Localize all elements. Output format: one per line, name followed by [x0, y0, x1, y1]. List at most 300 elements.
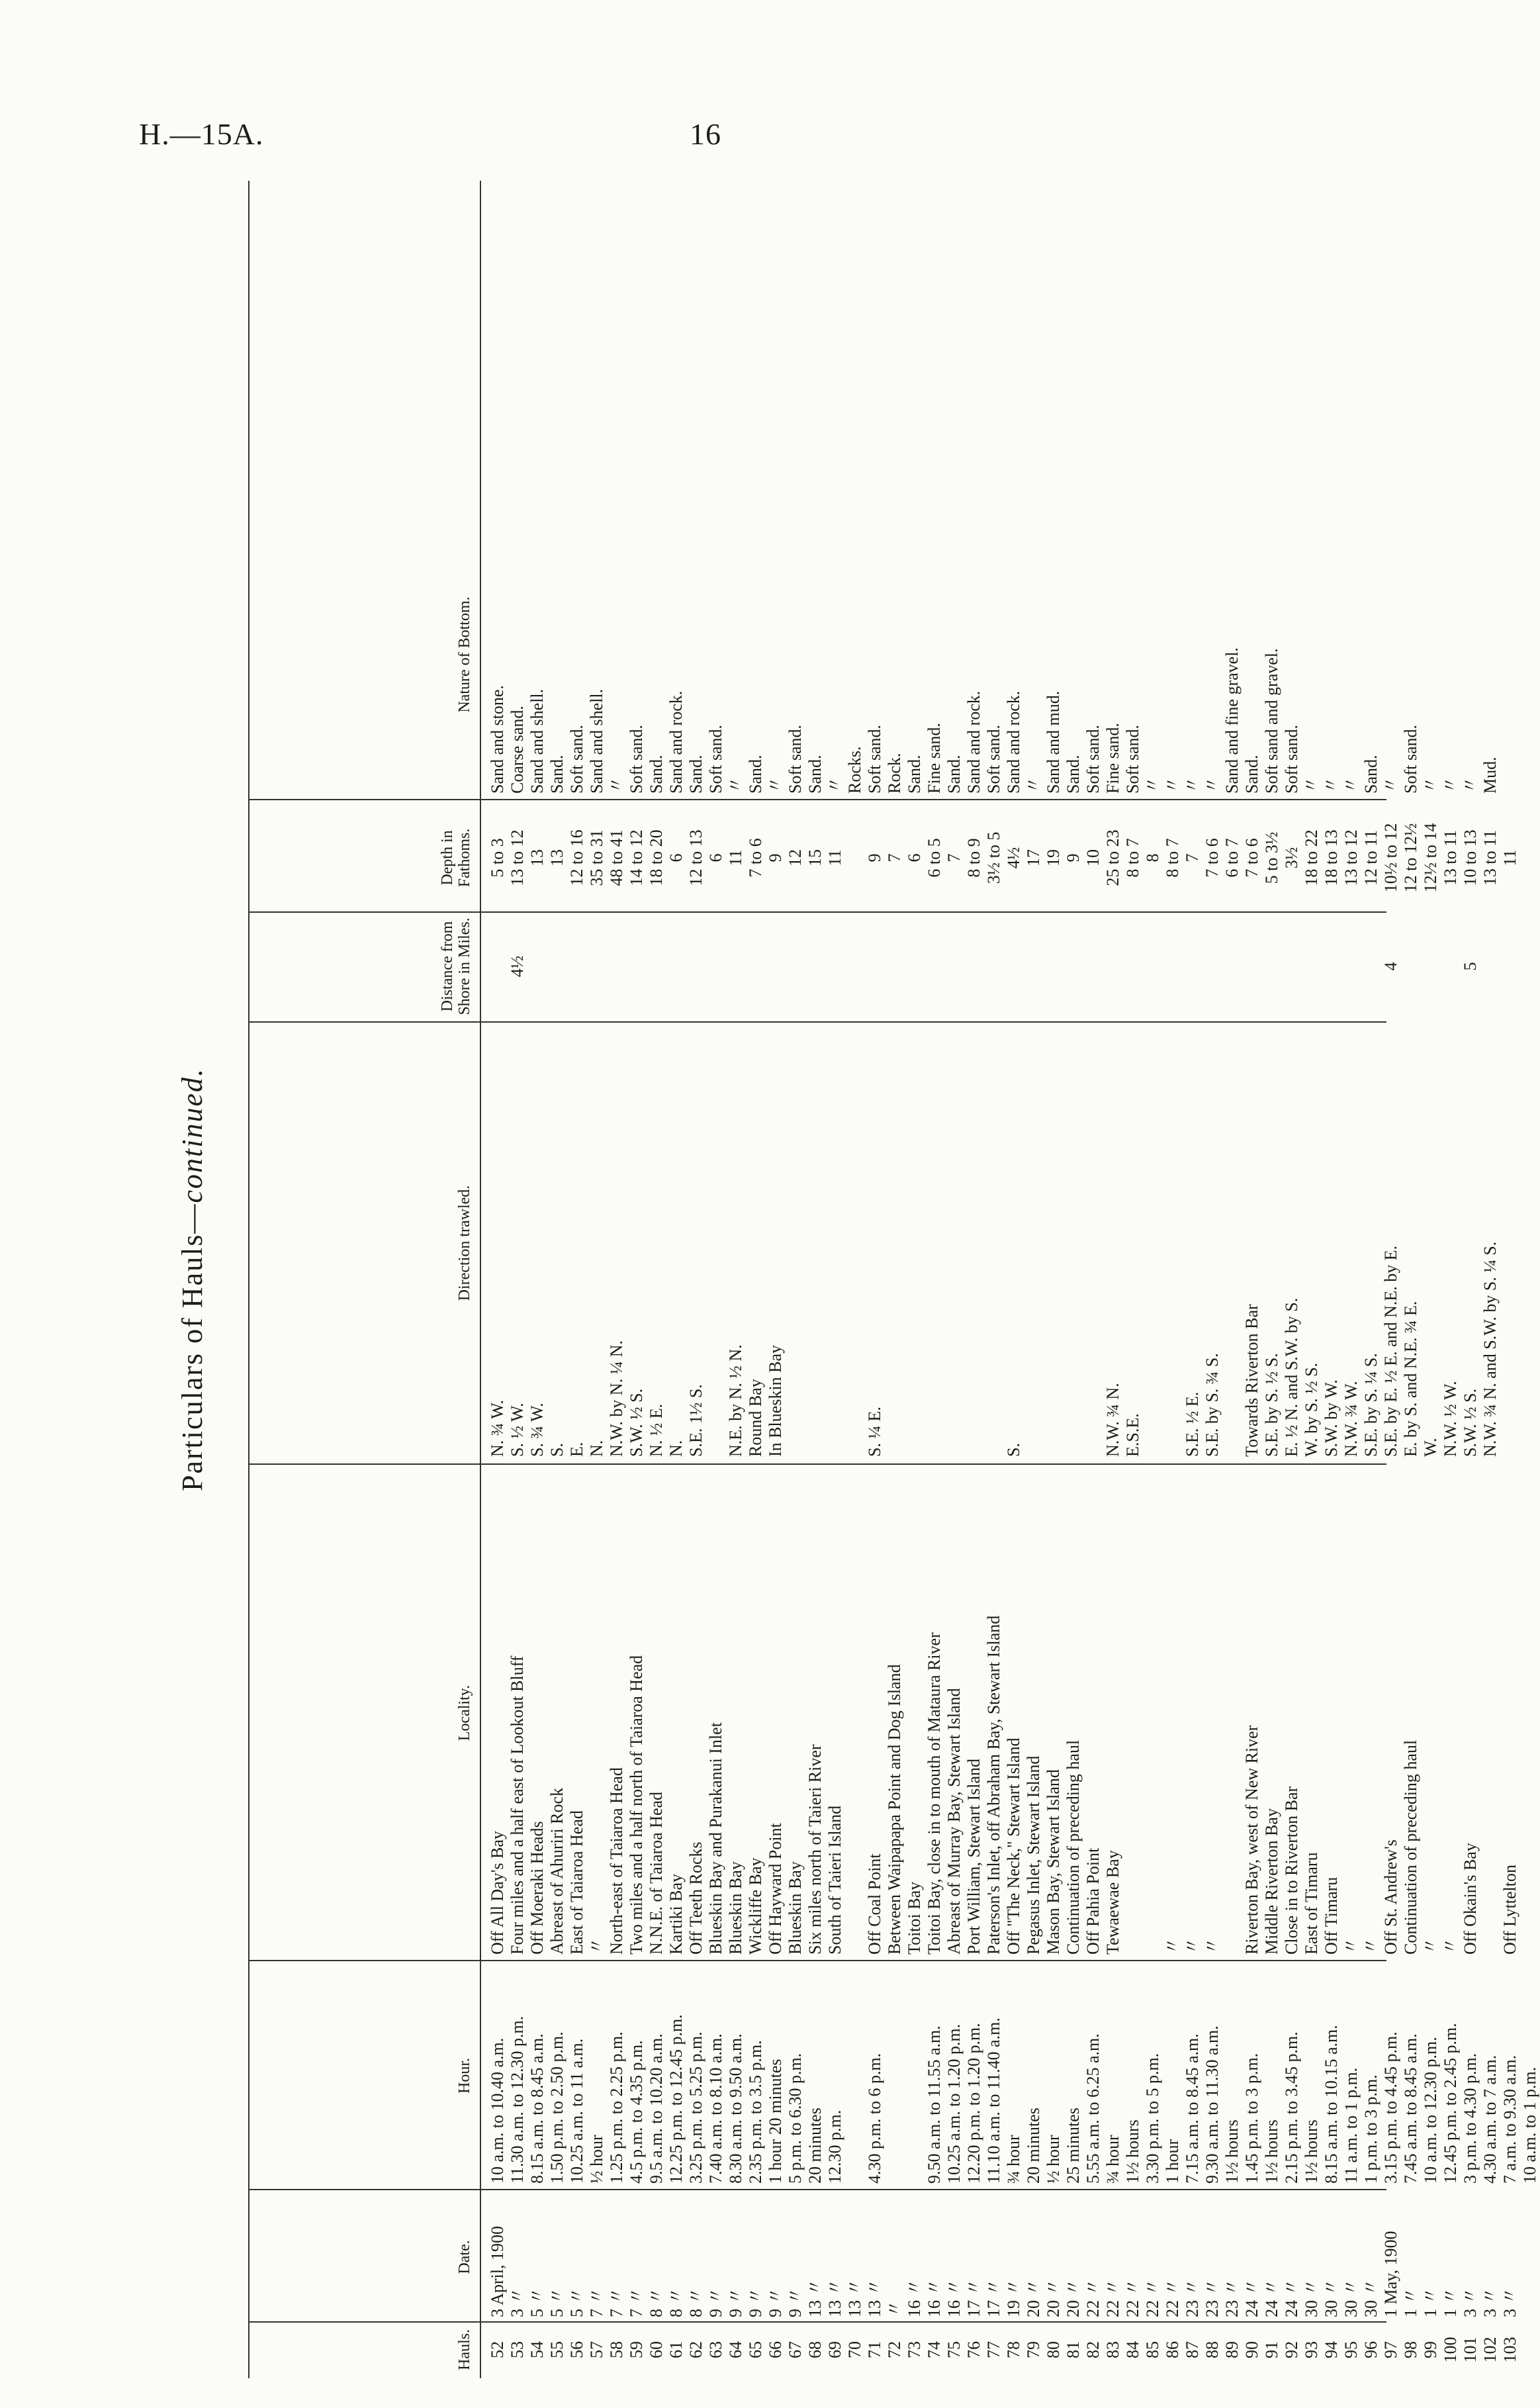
- depth-cell: 5 to 3: [488, 838, 507, 878]
- hour-cell: 1.45 p.m. to 3 p.m.: [1242, 2053, 1261, 2184]
- rotated-table-block: [175, 181, 1539, 2378]
- hour-cell: 7.45 a.m. to 8.45 a.m.: [1401, 2033, 1420, 2184]
- distance-cell: [865, 917, 885, 1016]
- haul-cell: 60: [647, 2341, 666, 2358]
- table-row: [1024, 181, 1044, 2378]
- distance-cell: [1361, 917, 1381, 1016]
- depth-cell: 13: [527, 849, 547, 866]
- table-row: [905, 181, 925, 2378]
- hour-cell: 10 a.m. to 1 p.m.: [1520, 2066, 1539, 2184]
- haul-cell: 79: [1024, 2341, 1043, 2358]
- depth-cell: 5 to 3½: [1262, 831, 1281, 884]
- locality-cell: [1520, 1471, 1540, 1955]
- hour-cell: [885, 1968, 905, 2184]
- table-row: [964, 181, 984, 2378]
- table-row: [1401, 181, 1421, 2378]
- date-cell: 23 〃: [1222, 2278, 1242, 2317]
- direction-cell: N.: [666, 1440, 686, 1457]
- date-cell: 13 〃: [865, 2278, 884, 2317]
- nature-cell: Sand and shell.: [527, 688, 547, 794]
- table-row: [746, 181, 766, 2378]
- hour-cell: 2.15 p.m. to 3.45 p.m.: [1282, 2031, 1301, 2184]
- depth-cell: 4½: [1004, 847, 1023, 869]
- direction-cell: S. ¼ E.: [865, 1407, 884, 1457]
- locality-cell: Off Teeth Rocks: [686, 1841, 705, 1955]
- date-cell: 30 〃: [1322, 2278, 1341, 2317]
- nature-cell: 〃: [607, 776, 626, 794]
- nature-cell: Soft sand.: [786, 725, 805, 794]
- direction-cell: [964, 1029, 984, 1457]
- distance-cell: [1520, 917, 1540, 1016]
- locality-cell: Toitoi Bay: [905, 1881, 924, 1955]
- table-row: [805, 181, 825, 2378]
- locality-cell: Paterson's Inlet, off Abraham Bay, Stewart Island: [984, 1615, 1003, 1955]
- direction-cell: [805, 1029, 825, 1457]
- depth-cell: 13 to 12: [508, 829, 527, 886]
- date-cell: 8 〃: [686, 2287, 705, 2317]
- nature-cell: Soft sand.: [1401, 725, 1420, 794]
- nature-cell: 〃: [825, 776, 844, 794]
- direction-cell: S.E. 1½ S.: [686, 1384, 705, 1457]
- direction-cell: [944, 1029, 964, 1457]
- haul-cell: 73: [905, 2341, 924, 2358]
- table-row: [1461, 181, 1480, 2378]
- table-row: [944, 181, 964, 2378]
- hour-cell: 4.5 p.m. to 4.35 p.m.: [627, 2040, 646, 2184]
- date-cell: 3 〃: [1500, 2287, 1519, 2317]
- table-row: [984, 181, 1004, 2378]
- depth-cell: 6 to 7: [1222, 838, 1242, 878]
- locality-cell: Off Moeraki Heads: [527, 1821, 547, 1955]
- distance-cell: [1183, 917, 1202, 1016]
- depth-cell: 18 to 22: [1302, 829, 1321, 886]
- depth-cell: 13 to 12: [1341, 829, 1361, 886]
- depth-cell: 15: [805, 849, 825, 866]
- hour-cell: 10.25 a.m. to 1.20 p.m.: [944, 2023, 964, 2184]
- table-title-continued: continued.: [176, 1068, 208, 1203]
- nature-cell: 〃: [1322, 776, 1341, 794]
- locality-cell: Blueskin Bay: [786, 1861, 805, 1955]
- nature-cell: Fine sand.: [1103, 723, 1122, 794]
- table-row: [766, 181, 786, 2378]
- distance-cell: [1302, 917, 1322, 1016]
- nature-cell: 〃: [1302, 776, 1321, 794]
- hour-cell: 25 minutes: [1064, 2107, 1083, 2184]
- direction-cell: S.W. by W.: [1322, 1379, 1341, 1457]
- hour-cell: 7.15 a.m. to 8.45 a.m.: [1183, 2033, 1202, 2184]
- distance-cell: [488, 917, 508, 1016]
- haul-cell: 89: [1222, 2341, 1242, 2358]
- direction-cell: [1024, 1029, 1044, 1457]
- haul-cell: 64: [726, 2341, 745, 2358]
- hour-cell: 7 a.m. to 9.30 a.m.: [1500, 2055, 1519, 2184]
- direction-cell: S.E. by S. ½ S.: [1262, 1353, 1281, 1457]
- distance-cell: [845, 917, 865, 1016]
- distance-cell: [1123, 917, 1143, 1016]
- hour-cell: 5 p.m. to 6.30 p.m.: [786, 2053, 805, 2184]
- nature-cell: Sand and shell.: [587, 688, 606, 794]
- nature-cell: [1500, 516, 1520, 794]
- haul-cell: 90: [1242, 2341, 1261, 2358]
- nature-cell: Fine sand.: [925, 723, 944, 794]
- haul-cell: 93: [1302, 2341, 1321, 2358]
- hour-cell: 5.55 a.m. to 6.25 a.m.: [1083, 2033, 1103, 2184]
- haul-cell: 95: [1341, 2341, 1361, 2358]
- locality-cell: Pegasus Inlet, Stewart Island: [1024, 1755, 1043, 1955]
- nature-cell: Rock.: [885, 753, 904, 794]
- locality-cell: Tewaewae Bay: [1103, 1850, 1122, 1955]
- locality-cell: Wickliffe Bay: [746, 1857, 765, 1955]
- nature-cell: Soft sand.: [984, 725, 1003, 794]
- locality-cell: 〃: [1421, 1937, 1440, 1955]
- depth-cell: 12 to 11: [1361, 829, 1381, 886]
- haul-cell: 66: [766, 2341, 785, 2358]
- hour-cell: 10 a.m. to 12.30 p.m.: [1421, 2037, 1440, 2184]
- locality-cell: [1143, 1471, 1163, 1955]
- table-row: [1381, 181, 1401, 2378]
- direction-cell: N.E. by N. ½ N.: [726, 1344, 745, 1457]
- depth-cell: 3½: [1282, 847, 1301, 869]
- direction-cell: N.W. ¾ W.: [1341, 1381, 1361, 1457]
- distance-cell: [1500, 917, 1520, 1016]
- table-row: [547, 181, 567, 2378]
- distance-cell: [1262, 917, 1282, 1016]
- date-cell: 1 〃: [1401, 2287, 1420, 2317]
- nature-cell: Sand.: [547, 755, 566, 794]
- direction-cell: [786, 1029, 805, 1457]
- haul-cell: 54: [527, 2341, 547, 2358]
- direction-cell: Towards Riverton Bar: [1242, 1304, 1261, 1457]
- hour-cell: 11.10 a.m. to 11.40 a.m.: [984, 2017, 1003, 2184]
- date-cell: 16 〃: [925, 2278, 944, 2317]
- locality-cell: Two miles and a half north of Taiaroa Head: [627, 1655, 646, 1955]
- nature-cell: Soft sand and gravel.: [1262, 648, 1281, 794]
- direction-cell: [1500, 1029, 1520, 1457]
- table-row: [865, 181, 885, 2378]
- direction-cell: [984, 1029, 1004, 1457]
- locality-cell: 〃: [1183, 1937, 1202, 1955]
- direction-cell: N.W. ½ W.: [1441, 1381, 1460, 1457]
- col-header-distance: Distance from Shore in Miles.: [439, 917, 473, 1015]
- locality-cell: N.N.E. of Taiaroa Head: [647, 1791, 666, 1955]
- depth-cell: 13: [547, 849, 566, 866]
- hour-cell: 8.15 a.m. to 10.15 a.m.: [1322, 2025, 1341, 2184]
- locality-cell: Four miles and a half east of Lookout Bluff: [508, 1655, 527, 1955]
- date-cell: 8 〃: [647, 2287, 666, 2317]
- date-cell: 3 April, 1900: [488, 2226, 507, 2317]
- depth-cell: 18 to 13: [1322, 829, 1341, 886]
- nature-cell: Mud.: [1480, 757, 1500, 794]
- hour-cell: 1.25 p.m. to 2.25 p.m.: [607, 2031, 626, 2184]
- direction-cell: In Blueskin Bay: [766, 1345, 785, 1457]
- nature-cell: 〃: [1183, 776, 1202, 794]
- depth-cell: [1520, 808, 1540, 907]
- locality-cell: Continuation of preceding haul: [1401, 1739, 1420, 1955]
- haul-cell: 72: [885, 2341, 904, 2358]
- hour-cell: 2.35 p.m. to 3.5 p.m.: [746, 2040, 765, 2184]
- distance-cell: [547, 917, 567, 1016]
- date-cell: 20 〃: [1044, 2278, 1063, 2317]
- table-row: [1143, 181, 1163, 2378]
- locality-cell: [845, 1471, 865, 1955]
- distance-cell: [1202, 917, 1222, 1016]
- haul-cell: 103: [1500, 2337, 1519, 2363]
- direction-cell: S.E. by E. ½ E. and N.E. by E.: [1381, 1245, 1400, 1457]
- hour-cell: 1 hour 20 minutes: [766, 2059, 785, 2184]
- locality-cell: Kartiki Bay: [666, 1873, 686, 1955]
- direction-cell: [706, 1029, 726, 1457]
- date-cell: 22 〃: [1103, 2278, 1122, 2317]
- date-cell: 22 〃: [1163, 2278, 1182, 2317]
- direction-cell: N. ¾ W.: [488, 1400, 507, 1457]
- locality-cell: Middle Riverton Bay: [1262, 1808, 1281, 1955]
- distance-cell: [746, 917, 766, 1016]
- table-row: [587, 181, 607, 2378]
- nature-cell: Sand and rock.: [964, 690, 983, 794]
- direction-cell: E. ½ N. and S.W. by S.: [1282, 1297, 1301, 1457]
- nature-cell: Soft sand.: [1123, 725, 1142, 794]
- distance-cell: [1083, 917, 1103, 1016]
- locality-cell: Off Okain's Bay: [1461, 1843, 1480, 1955]
- date-cell: 3 〃: [1461, 2287, 1480, 2317]
- direction-cell: E. by S. and N.E. ¾ E.: [1401, 1301, 1420, 1457]
- haul-cell: 102: [1480, 2337, 1500, 2363]
- date-cell: 7 〃: [607, 2287, 626, 2317]
- haul-cell: 81: [1064, 2341, 1083, 2358]
- haul-cell: 53: [508, 2341, 527, 2358]
- distance-cell: [964, 917, 984, 1016]
- direction-cell: N. ½ E.: [647, 1403, 666, 1457]
- locality-cell: Off Coal Point: [865, 1853, 884, 1955]
- date-cell: 9 〃: [766, 2287, 785, 2317]
- distance-cell: [885, 917, 905, 1016]
- direction-cell: N.W. ¾ N.: [1103, 1383, 1122, 1457]
- nature-cell: Soft sand.: [1282, 725, 1301, 794]
- hour-cell: 8.15 a.m. to 8.45 a.m.: [527, 2033, 547, 2184]
- haul-cell: 83: [1103, 2341, 1122, 2358]
- hour-cell: 9.30 a.m. to 11.30 a.m.: [1202, 2025, 1222, 2184]
- date-cell: [1520, 2197, 1540, 2317]
- nature-cell: 〃: [1381, 776, 1400, 794]
- direction-cell: N.: [587, 1440, 606, 1457]
- depth-cell: 10½ to 12: [1381, 823, 1400, 893]
- direction-cell: S.E. by S. ¼ S.: [1361, 1353, 1381, 1457]
- distance-cell: [1421, 917, 1441, 1016]
- nature-cell: Sand.: [1064, 755, 1083, 794]
- nature-cell: 〃: [1143, 776, 1162, 794]
- direction-cell: [845, 1029, 865, 1457]
- locality-cell: 〃: [1361, 1937, 1381, 1955]
- distance-cell: [686, 917, 706, 1016]
- depth-cell: 12½ to 14: [1421, 823, 1440, 893]
- locality-cell: Off All Day's Bay: [488, 1831, 507, 1955]
- distance-cell: [706, 917, 726, 1016]
- nature-cell: 〃: [1421, 776, 1440, 794]
- table-row: [1242, 181, 1262, 2378]
- nature-cell: [1520, 516, 1540, 794]
- table-row: [1222, 181, 1242, 2378]
- haul-cell: 78: [1004, 2341, 1023, 2358]
- haul-cell: 85: [1143, 2341, 1162, 2358]
- date-cell: 13 〃: [805, 2278, 825, 2317]
- depth-cell: 7 to 6: [746, 838, 765, 878]
- locality-cell: 〃: [1441, 1937, 1460, 1955]
- date-cell: 3 〃: [508, 2287, 527, 2317]
- distance-cell: 4: [1381, 962, 1400, 971]
- hour-cell: 10.25 a.m. to 11 a.m.: [567, 2038, 586, 2184]
- table-row: [925, 181, 944, 2378]
- haul-cell: 88: [1202, 2341, 1222, 2358]
- depth-cell: 17: [1024, 849, 1043, 866]
- locality-cell: Mason Bay, Stewart Island: [1044, 1769, 1063, 1955]
- hour-cell: 1 p.m. to 3 p.m.: [1361, 2074, 1381, 2184]
- table-row: [706, 181, 726, 2378]
- date-cell: 16 〃: [905, 2278, 924, 2317]
- locality-cell: [1123, 1471, 1143, 1955]
- table-title-main: Particulars of Hauls—: [176, 1203, 208, 1491]
- hour-cell: 1½ hours: [1222, 2119, 1242, 2184]
- locality-cell: [1480, 1471, 1500, 1955]
- direction-cell: N.W. by N. ¼ N.: [607, 1340, 626, 1457]
- haul-cell: 70: [845, 2341, 864, 2358]
- direction-cell: S.W. ½ S.: [1461, 1388, 1480, 1457]
- nature-cell: Sand.: [686, 755, 705, 794]
- hour-cell: 9.5 a.m. to 10.20 a.m.: [647, 2033, 666, 2184]
- date-cell: 20 〃: [1024, 2278, 1043, 2317]
- distance-cell: [1004, 917, 1024, 1016]
- date-cell: 23 〃: [1183, 2278, 1202, 2317]
- table-row: [1520, 181, 1540, 2378]
- haul-cell: 71: [865, 2341, 884, 2358]
- locality-cell: [1222, 1471, 1242, 1955]
- hour-cell: ½ hour: [1044, 2135, 1063, 2184]
- locality-cell: Off Lyttelton: [1500, 1864, 1519, 1955]
- date-cell: 22 〃: [1083, 2278, 1103, 2317]
- table-row: [1302, 181, 1322, 2378]
- table-row: [627, 181, 647, 2378]
- depth-cell: 13 to 11: [1480, 829, 1500, 886]
- haul-cell: 84: [1123, 2341, 1142, 2358]
- nature-cell: Coarse sand.: [508, 706, 527, 794]
- date-cell: 5 〃: [567, 2287, 586, 2317]
- distance-cell: [527, 917, 547, 1016]
- date-cell: 1 May, 1900: [1381, 2231, 1400, 2317]
- locality-cell: 〃: [1341, 1937, 1361, 1955]
- distance-cell: [1143, 917, 1163, 1016]
- hour-cell: 12.25 p.m. to 12.45 p.m.: [666, 2014, 686, 2184]
- table-row: [1341, 181, 1361, 2378]
- haul-cell: 86: [1163, 2341, 1182, 2358]
- haul-cell: 68: [805, 2341, 825, 2358]
- hour-cell: [905, 1968, 925, 2184]
- date-cell: 17 〃: [984, 2278, 1003, 2317]
- table-row: [686, 181, 706, 2378]
- table-row: [1441, 181, 1461, 2378]
- depth-cell: 6: [706, 853, 725, 862]
- direction-cell: [905, 1029, 925, 1457]
- hour-cell: 10 a.m. to 10.40 a.m.: [488, 2037, 507, 2184]
- depth-cell: 7: [944, 853, 964, 862]
- table-row: [1262, 181, 1282, 2378]
- distance-cell: [984, 917, 1004, 1016]
- col-header-locality: Locality.: [456, 1685, 473, 1741]
- locality-cell: South of Taieri Island: [825, 1805, 844, 1955]
- nature-cell: 〃: [1461, 776, 1480, 794]
- direction-cell: S.W. ½ S.: [627, 1388, 646, 1457]
- date-cell: 30 〃: [1341, 2278, 1361, 2317]
- date-cell: 3 〃: [1480, 2287, 1500, 2317]
- direction-cell: [1520, 1029, 1540, 1457]
- table-row: [1480, 181, 1500, 2378]
- haul-cell: 59: [627, 2341, 646, 2358]
- date-cell: 9 〃: [786, 2287, 805, 2317]
- locality-cell: Off Timaru: [1322, 1876, 1341, 1955]
- hour-cell: ¾ hour: [1004, 2135, 1023, 2184]
- table-row: [726, 181, 746, 2378]
- locality-cell: Riverton Bay, west of New River: [1242, 1725, 1261, 1955]
- distance-cell: [627, 917, 647, 1016]
- haul-cell: 80: [1044, 2341, 1063, 2358]
- nature-cell: Rocks.: [845, 746, 864, 794]
- date-cell: 13 〃: [845, 2278, 864, 2317]
- depth-cell: 8 to 7: [1123, 838, 1142, 878]
- locality-cell: North-east of Taiaroa Head: [607, 1767, 626, 1955]
- nature-cell: 〃: [1441, 776, 1460, 794]
- table-row: [1361, 181, 1381, 2378]
- table-row: [1500, 181, 1520, 2378]
- nature-cell: Sand.: [1361, 755, 1381, 794]
- locality-cell: East of Timaru: [1302, 1852, 1321, 1955]
- locality-cell: Off "The Neck," Stewart Island: [1004, 1737, 1023, 1955]
- table-row: [488, 181, 508, 2378]
- distance-cell: [1242, 917, 1262, 1016]
- hour-cell: 4.30 a.m. to 7 a.m.: [1480, 2055, 1500, 2184]
- distance-cell: [1480, 917, 1500, 1016]
- hour-cell: ¾ hour: [1103, 2135, 1122, 2184]
- haul-cell: 92: [1282, 2341, 1301, 2358]
- haul-cell: 58: [607, 2341, 626, 2358]
- table-row: [786, 181, 805, 2378]
- distance-cell: [1341, 917, 1361, 1016]
- date-cell: 19 〃: [1004, 2278, 1023, 2317]
- table-row: [1282, 181, 1302, 2378]
- table-row: [1183, 181, 1202, 2378]
- nature-cell: Sand.: [905, 755, 924, 794]
- haul-cell: [1520, 2327, 1540, 2373]
- table-row: [1103, 181, 1123, 2378]
- depth-cell: 12 to 16: [567, 829, 586, 886]
- hour-cell: 8.30 a.m. to 9.50 a.m.: [726, 2033, 745, 2184]
- nature-cell: 〃: [1024, 776, 1043, 794]
- nature-cell: Sand.: [647, 755, 666, 794]
- direction-cell: [885, 1029, 905, 1457]
- nature-cell: Soft sand.: [865, 725, 884, 794]
- date-cell: 1 〃: [1421, 2287, 1440, 2317]
- distance-cell: [766, 917, 786, 1016]
- direction-cell: W.: [1421, 1438, 1440, 1457]
- col-header-hauls: Hauls.: [456, 2329, 473, 2370]
- table-row: [845, 181, 865, 2378]
- direction-cell: [1044, 1029, 1064, 1457]
- depth-cell: 11: [1500, 849, 1519, 866]
- hour-cell: 1 hour: [1163, 2139, 1182, 2184]
- haul-cell: 76: [964, 2341, 983, 2358]
- depth-cell: 8 to 7: [1163, 838, 1182, 878]
- distance-cell: [1441, 917, 1461, 1016]
- nature-cell: 〃: [726, 776, 745, 794]
- table-row: [647, 181, 666, 2378]
- date-cell: 1 〃: [1441, 2287, 1460, 2317]
